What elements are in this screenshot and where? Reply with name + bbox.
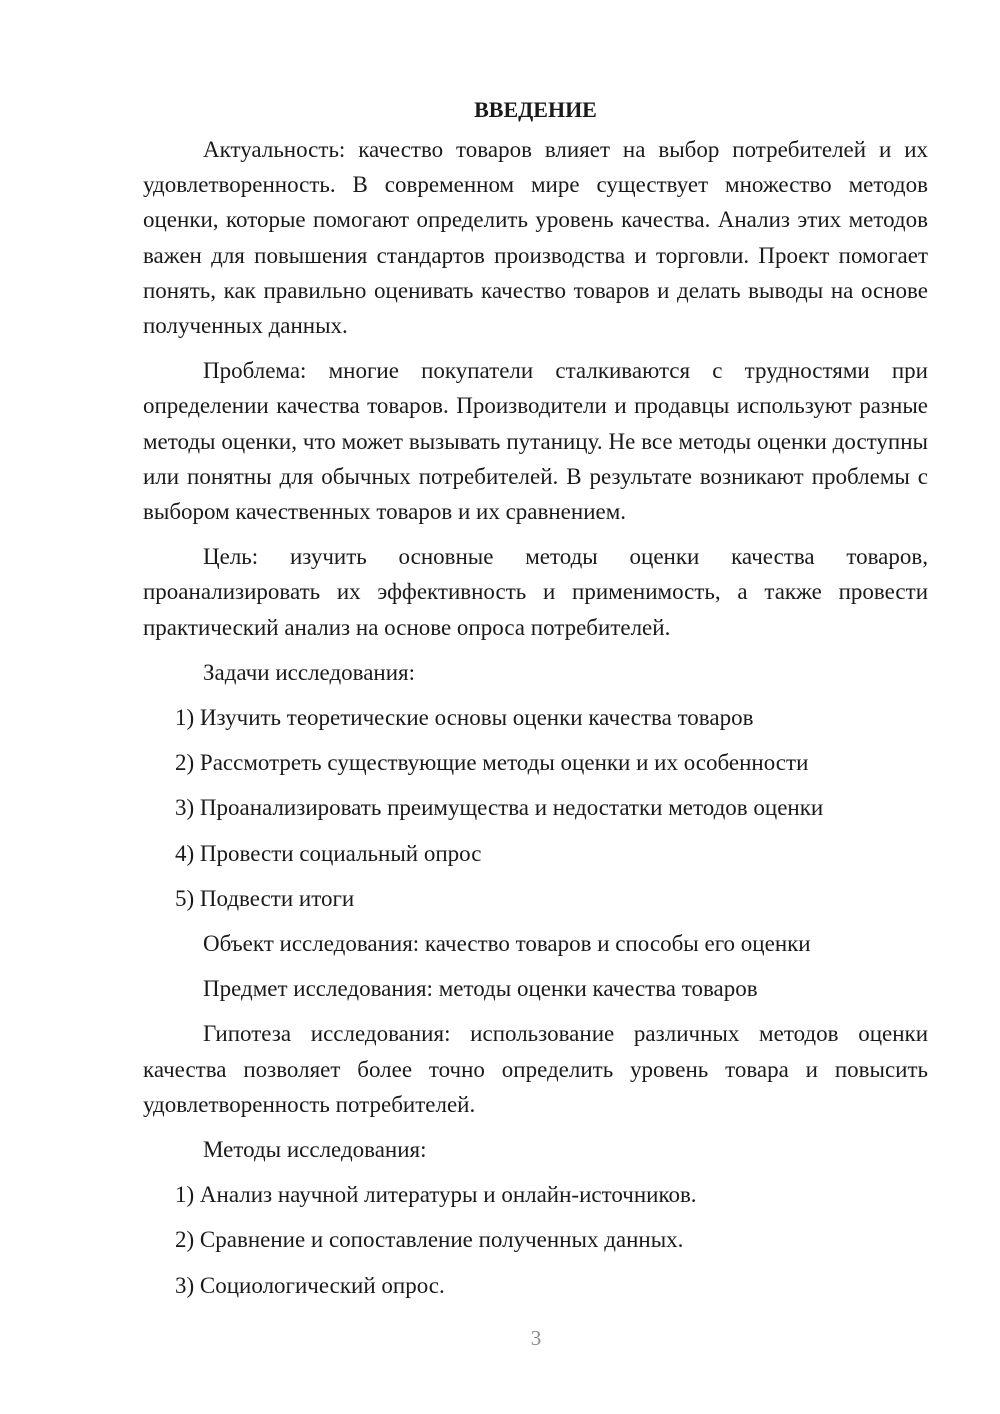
task-item-4: 4) Провести социальный опрос [175,840,482,866]
object-line: Объект исследования: качество товаров и способы его оценки [203,931,811,957]
task-item-3: 3) Проанализировать преимущества и недостатки методов оценки [175,795,824,821]
hypothesis-paragraph: Гипотеза исследования: использование различных методов оценки качества позволяет более точно определить уровень товара и повысить удовлетворенность потребителей. [143,1021,928,1117]
tasks-heading: Задачи исследования: [203,659,416,685]
task-item-5: 5) Подвести итоги [175,885,355,911]
goal-paragraph: Цель: изучить основные методы оценки качества товаров, проанализировать их эффективность и применимость, а также провести практический анализ на основе опроса потребителей. [143,544,928,640]
relevance-paragraph: Актуальность: качество товаров влияет на выбор потребителей и их удовлетворенность. В современном мире существует множество методов оценки, которые помогают определить уровень качества. Анализ этих методов важен для повышения стандартов производства и торговли. Проект помогает понять, как правильно оценивать качество товаров и делать выводы на основе полученных данных. [143,137,928,339]
methods-heading: Методы исследования: [203,1137,427,1163]
task-item-2: 2) Рассмотреть существующие методы оценки и их особенности [175,750,809,776]
method-item-1: 1) Анализ научной литературы и онлайн-источников. [175,1182,697,1208]
page-number: 3 [530,1326,542,1350]
method-item-2: 2) Сравнение и сопоставление полученных данных. [175,1227,684,1253]
problem-paragraph: Проблема: многие покупатели сталкиваются с трудностями при определении качества товаров. Производители и продавцы используют разные методы оценки, что может вызывать путаницу. Не все методы оценки доступны или понятны для обычных потребителей. В результате возникают проблемы с выбором качественных товаров и их сравнением. [143,358,928,525]
subject-line: Предмет исследования: методы оценки качества товаров [203,976,758,1002]
page-content [143,92,928,1313]
page-title: ВВЕДЕНИЕ [474,97,597,122]
task-item-1: 1) Изучить теоретические основы оценки качества товаров [175,705,754,731]
method-item-3: 3) Социологический опрос. [175,1272,445,1298]
